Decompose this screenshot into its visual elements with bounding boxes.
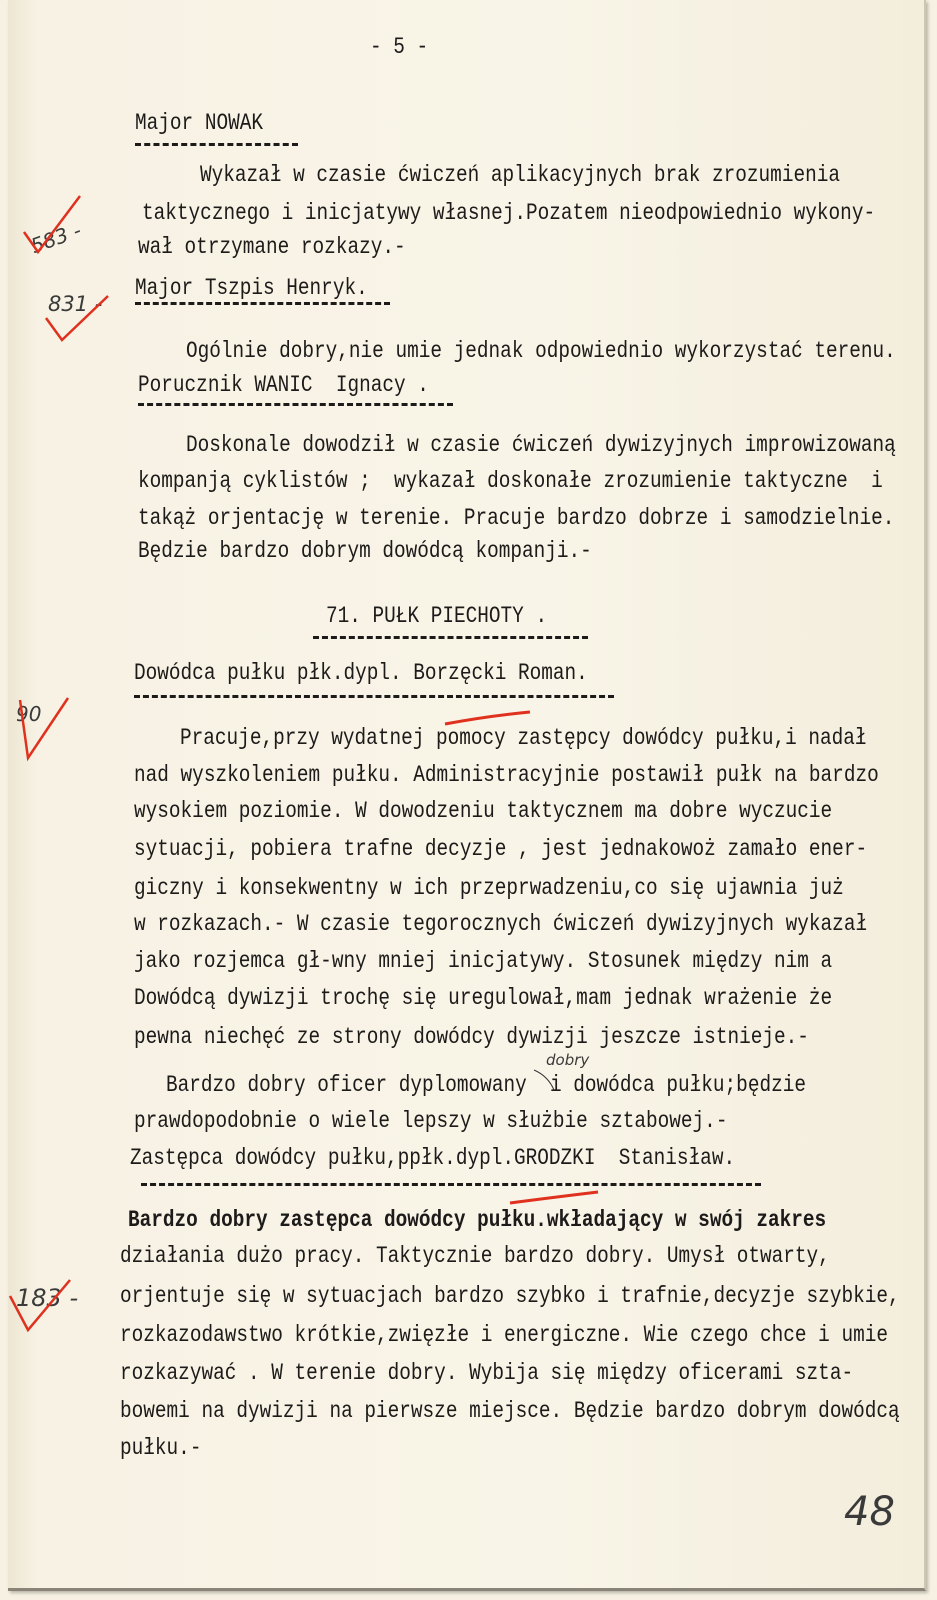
checkmark-icon (24, 196, 80, 252)
text-line: nad wyszkoleniem pułku. Administracyjnie postawił pułk na bardzo (134, 761, 879, 789)
text-line: wysokiem poziomie. W dowodzeniu taktycznem ma dobre wyczucie (134, 797, 833, 825)
text-line: prawdopodobnie o wiele lepszy w służbie sztabowej.- (134, 1107, 728, 1135)
text-line: orjentuje się w sytuacjach bardzo szybko i trafnie,decyzje szybkie, (120, 1282, 900, 1310)
text-line: pewna niechęć ze strony dowódcy dywizji jeszcze istnieje.- (134, 1023, 809, 1051)
text-line: działania dużo pracy. Taktycznie bardzo dobry. Umysł otwarty, (120, 1242, 830, 1270)
text-line: giczny i konsekwentny w ich przeprwadzeniu,co się ujawnia już (134, 874, 844, 902)
text-line: Wykazał w czasie ćwiczeń aplikacyjnych brak zrozumienia (200, 161, 840, 189)
heading-grodzki: Zastępca dowódcy pułku,ppłk.dypl.GRODZKI Stanisław. (130, 1144, 736, 1172)
checkmark-icon (20, 698, 68, 758)
text-line: rozkazywać . W terenie dobry. Wybija się między oficerami szta- (120, 1359, 854, 1387)
heading-nowak: Major NOWAK (135, 109, 263, 137)
insert-caret (534, 1070, 554, 1090)
text-line: Ogólnie dobry,nie umie jednak odpowiednio wykorzystać terenu. (186, 337, 896, 365)
text-line: takąż orjentację w terenie. Pracuje bardzo dobrze i samodzielnie. (138, 504, 895, 532)
margin-number: 583 - (27, 217, 85, 259)
red-underline (445, 712, 530, 724)
margin-number: 183 - (16, 1284, 79, 1312)
section-heading: 71. PUŁK PIECHOTY . (326, 602, 548, 630)
margin-number: 831 - (48, 292, 103, 316)
checkmark-icon (10, 1280, 70, 1330)
text-line: wał otrzymane rozkazy.- (138, 233, 406, 261)
text-line: Doskonale dowodził w czasie ćwiczeń dywizyjnych improwizowaną (186, 431, 896, 459)
page-number: - 5 - (370, 33, 429, 61)
text-line: Bardzo dobry zastępca dowódcy pułku.wkładający w swój zakres (128, 1206, 827, 1234)
text-line: taktycznego i inicjatywy własnej.Pozatem nieodpowiednio wykony- (142, 199, 876, 227)
document-page (8, 0, 926, 1591)
text-line: jako rozjemca gł-wny mniej inicjatywy. Stosunek między nim a (134, 947, 833, 975)
checkmark-icon (46, 292, 108, 340)
folio-number: 48 (844, 1489, 895, 1535)
text-line: w rozkazach.- W czasie tegorocznych ćwiczeń dywizyjnych wykazał (134, 910, 868, 938)
handwritten-insert: dobry (546, 1051, 590, 1069)
text-line: Dowódcą dywizji trochę się uregulował,mam jednak wrażenie że (134, 984, 833, 1012)
text-line: Będzie bardzo dobrym dowódcą kompanji.- (138, 537, 592, 565)
heading-borzecki: Dowódca pułku płk.dypl. Borzęcki Roman. (134, 659, 588, 687)
text-line: kompanją cyklistów ; wykazał doskonałe zrozumienie taktyczne i (138, 467, 883, 495)
margin-number: 90 (16, 702, 42, 726)
text-line: Pracuje,przy wydatnej pomocy zastępcy dowódcy pułku,i nadał (180, 724, 867, 752)
heading-wanic: Porucznik WANIC Ignacy . (138, 371, 429, 399)
text-line: bowemi na dywizji na pierwsze miejsce. Będzie bardzo dobrym dowódcą (120, 1397, 900, 1425)
heading-tszpis: Major Tszpis Henryk. (135, 274, 368, 302)
text-line: rozkazodawstwo krótkie,zwięzłe i energiczne. Wie czego chce i umie (120, 1321, 888, 1349)
red-pencil-marks (8, 0, 924, 1588)
text-line: pułku.- (120, 1434, 202, 1462)
text-line: sytuacji, pobiera trafne decyzje , jest jednakowoż zamało ener- (134, 835, 868, 863)
red-underline (510, 1192, 598, 1203)
text-line: Bardzo dobry oficer dyplomowany i dowódca pułku;będzie (166, 1071, 806, 1099)
